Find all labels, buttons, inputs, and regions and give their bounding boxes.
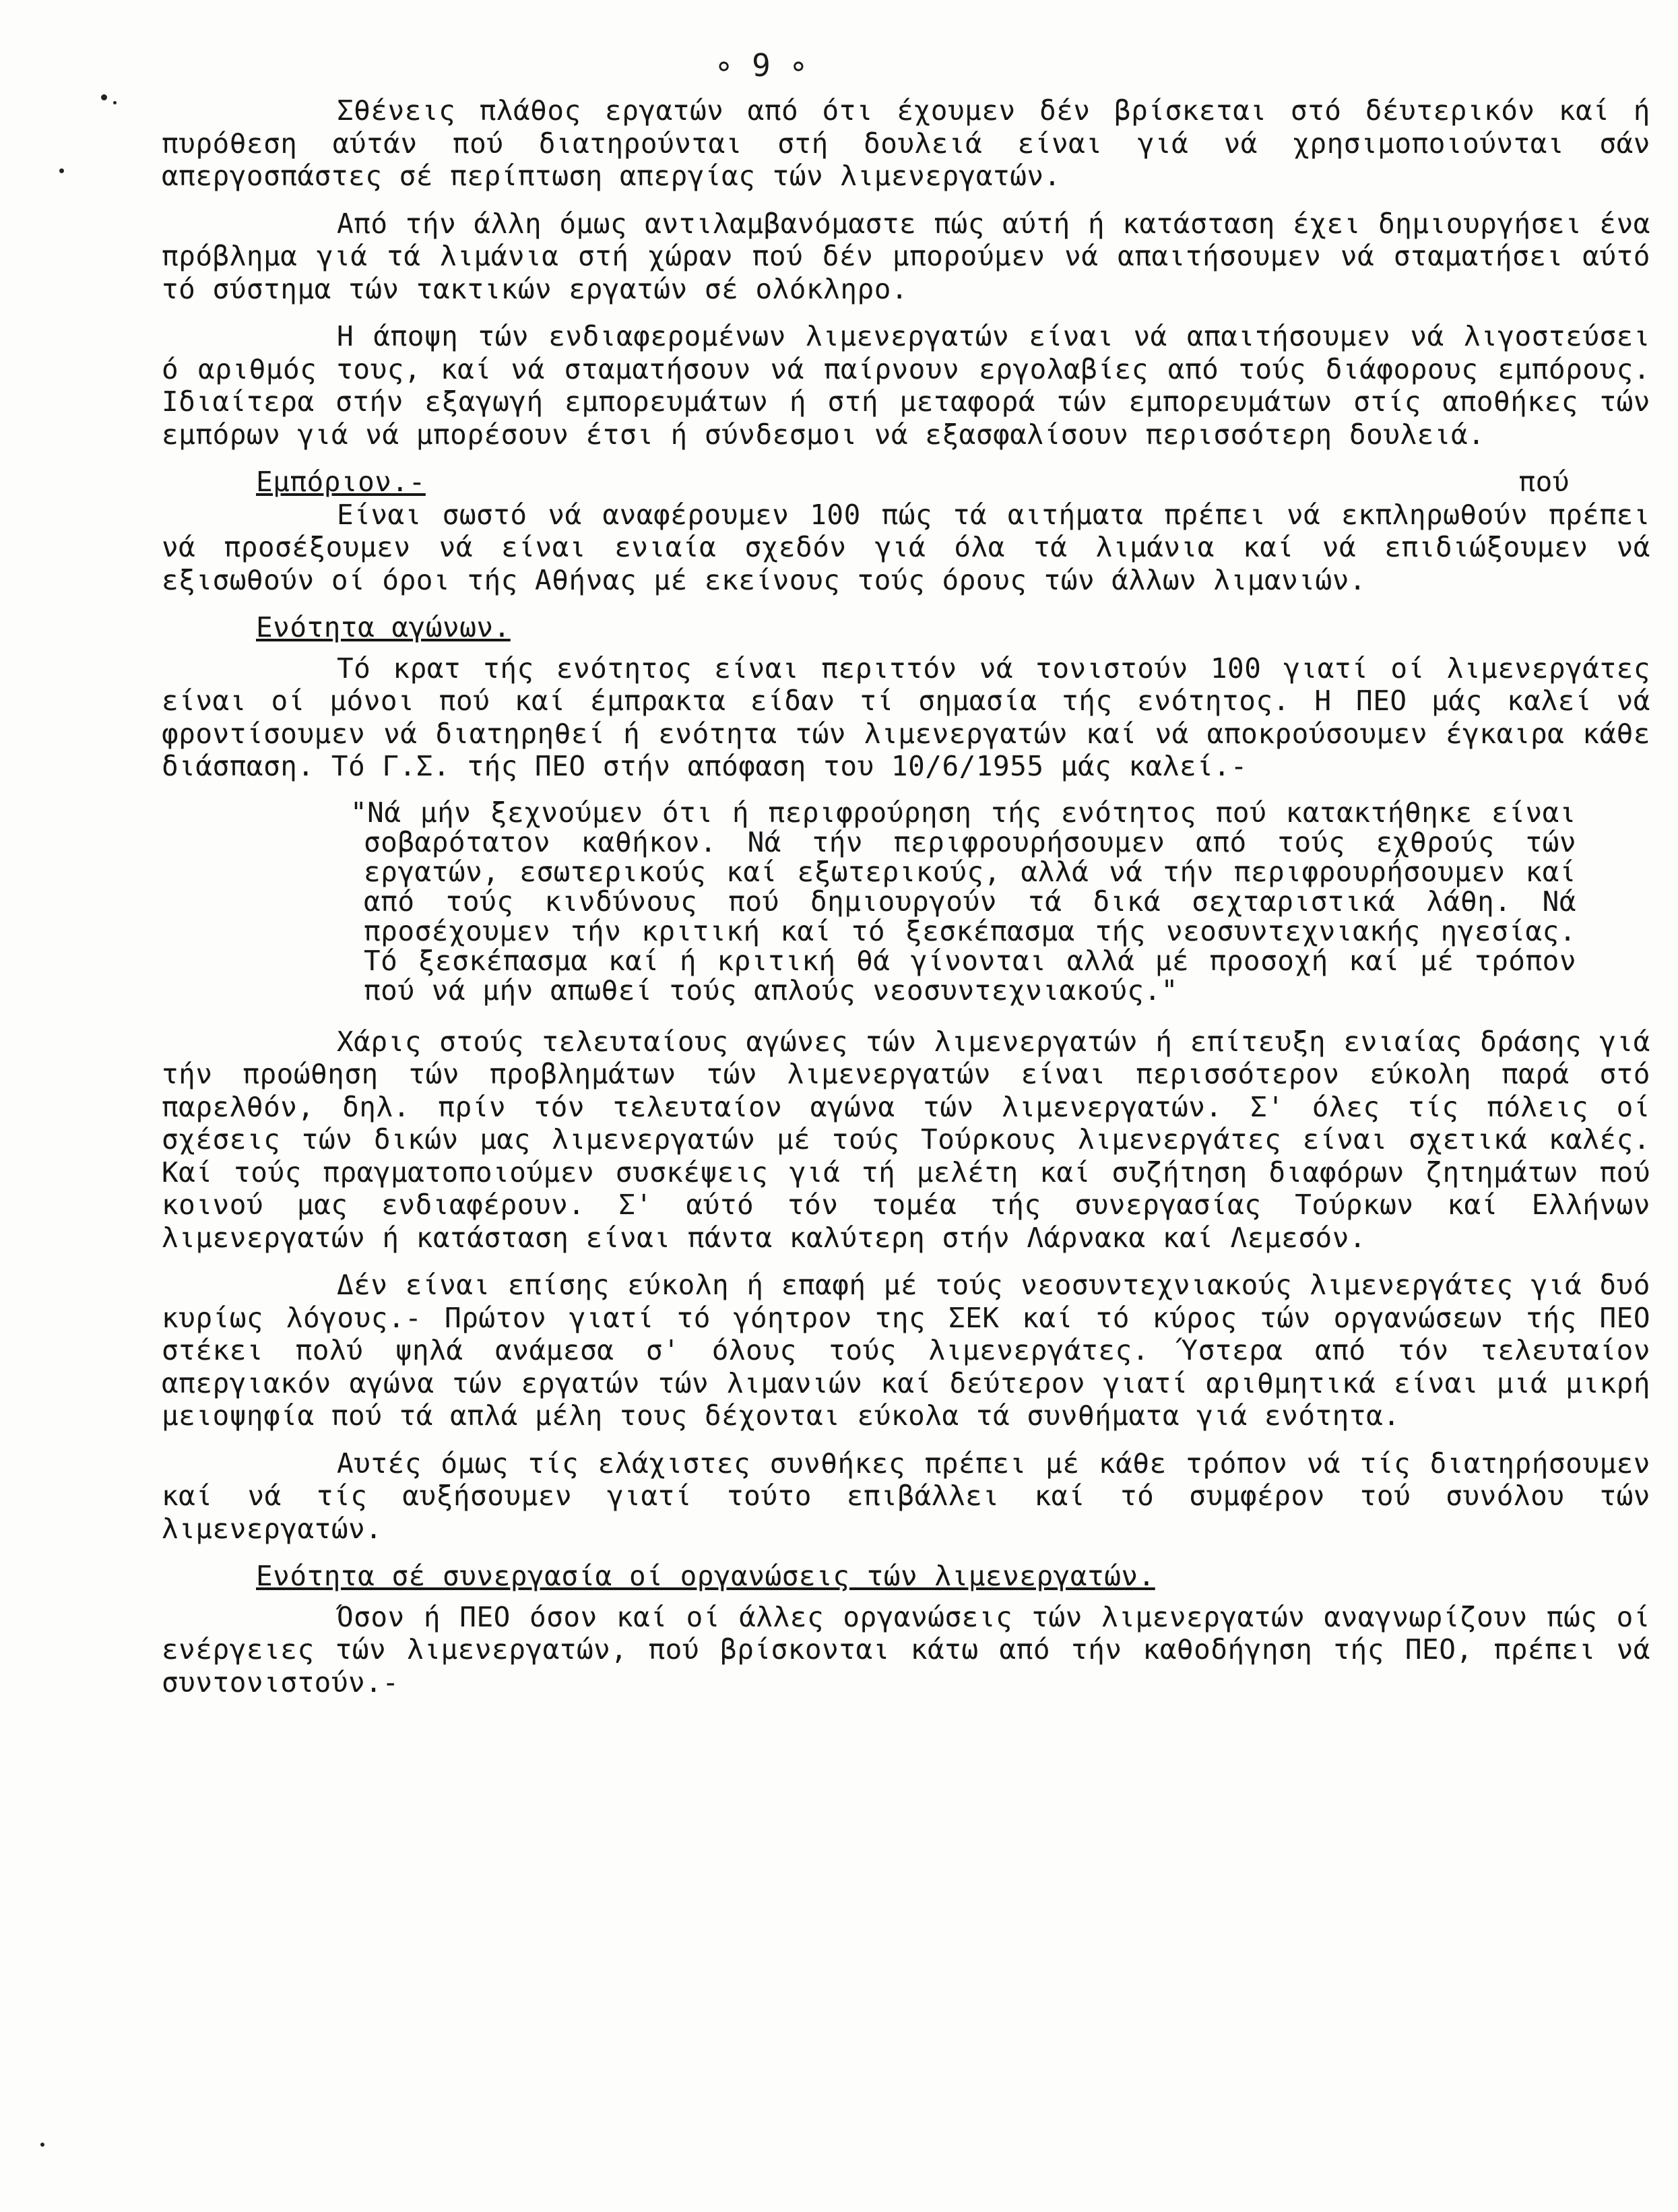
paragraph: Η άποψη τών ενδιαφερομένων λιμενεργατών είναι νά απαιτήσουμεν νά λιγοστεύσει ό αριθμός τους, καί νά σταματήσουν νά παίρνουν εργολαβίες από τούς διάφορους εμπόρους. Ιδιαίτερα στήν εξαγωγή εμπορευμάτων ή στή μεταφορά τών εμπορευμάτων στίς αποθήκες τών εμπόρων γιά νά μπορέσουν έτσι ή σύνδεσμοι νά εξασφαλίσουν περισσότερη δουλειά.	[162, 320, 1650, 451]
paragraph: Από τήν άλλη όμως αντιλαμβανόμαστε πώς αύτή ή κατάσταση έχει δημιουργήσει ένα πρόβλημα γιά τά λιμάνια στή χώραν πού δέν μπορούμεν νά απαιτήσουμεν νά σταματήσει αύτό τό σύστημα τών τακτικών εργατών σέ ολόκληρο.	[162, 207, 1650, 305]
page-number: ∘ 9 ∘	[714, 47, 808, 84]
paragraph: Σθένεις πλάθος εργατών από ότι έχουμεν δέν βρίσκεται στό δέυτερικόν καί ή πυρόθεση αύτάν πού διατηρούνται στή δουλειά είναι γιά νά χρησιμοποιούνται σάν απεργοσπάστες σέ περίπτωση απεργίας τών λιμενεργατών.	[162, 94, 1650, 192]
section-heading: Ενότητα σέ συνεργασία οί οργανώσεις τών λιμενεργατών.	[256, 1560, 1155, 1592]
paragraph: Τό κρατ τής ενότητος είναι περιττόν νά τονιστούν 100 γιατί οί λιμενεργάτες είναι οί μόνοι πού καί έμπρακτα είδαν τί σημασία τής ενότητος. Η ΠΕΟ μάς καλεί νά φροντίσουμεν νά διατηρηθεί ή ενότητα τών λιμενεργατών καί νά αποκρούσουμεν έγκαιρα κάθε διάσπαση. Τό Γ.Σ. τής ΠΕΟ στήν απόφαση του 10/6/1955 μάς καλεί.-	[162, 652, 1650, 782]
margin-speck	[101, 94, 107, 100]
block-quote	[350, 796, 1576, 1007]
margin-word: πού	[1518, 466, 1570, 498]
section-heading: Ενότητα αγώνων.	[256, 611, 511, 643]
paragraph: Χάρις στούς τελευταίους αγώνες τών λιμενεργατών ή επίτευξη ενιαίας δράσης γιά τήν προώθηση τών προβλημάτων τών λιμενεργατών είναι περισσότερον εύκολη παρά στό παρελθόν, δηλ. πρίν τόν τελευταίον αγώνα τών λιμενεργατών. Σ' όλες τίς πόλεις οί σχέσεις τών δικών μας λιμενεργατών μέ τούς Τούρκους λιμενεργάτες είναι σχετικά καλές. Καί τούς πραγματοποιούμεν συσκέψεις γιά τή μελέτη καί συζήτηση διαφόρων ζητημάτων πού κοινού μας ενδιαφέρουν. Σ' αύτό τόν τομέα τής συνεργασίας Τούρκων καί Ελλήνων λιμενεργατών ή κατάσταση είναι πάντα καλύτερη στήν Λάρνακα καί Λεμεσόν.	[162, 1025, 1650, 1254]
margin-speck	[59, 168, 64, 173]
paragraph: Αυτές όμως τίς ελάχιστες συνθήκες πρέπει μέ κάθε τρόπον νά τίς διατηρήσουμεν καί νά τίς αυξήσουμεν γιατί τούτο επιβάλλει καί τό συμφέρον τού συνόλου τών λιμενεργατών.	[162, 1447, 1650, 1545]
paragraph: Όσον ή ΠΕΟ όσον καί οί άλλες οργανώσεις τών λιμενεργατών αναγνωρίζουν πώς οί ενέργειες τών λιμενεργατών, πού βρίσκονται κάτω από τήν καθοδήγηση τής ΠΕΟ, πρέπει νά συντονιστούν.-	[162, 1600, 1650, 1699]
section-heading: Εμπόριον.-	[256, 466, 426, 498]
margin-speck	[113, 101, 117, 104]
section-heading-row	[162, 466, 1650, 499]
typed-text-body	[162, 94, 1650, 1713]
paragraph: Είναι σωστό νά αναφέρουμεν 100 πώς τά αιτήματα πρέπει νά εκπληρωθούν πρέπει νά προσέξουμεν νά είναι ενιαία σχεδόν γιά όλα τά λιμάνια καί νά επιδιώξουμεν νά εξισωθούν οί όροι τής Αθήνας μέ εκείνους τούς όρους τών άλλων λιμανιών.	[162, 498, 1650, 596]
quote-text: "Νά μήν ξεχνούμεν ότι ή περιφρούρηση τής ενότητος πού κατακτήθηκε είναι σοβαρότατον καθήκον. Νά τήν περιφρουρήσουμεν από τούς εχθρούς τών εργατών, εσωτερικούς καί εξωτερικούς, αλλά νά τήν περιφρουρήσουμεν καί από τούς κινδύνους πού δημιουργούν τά δικά σεχταριστικά λάθη. Νά προσέχουμεν τήν κριτική καί τό ξεσκέπασμα τής νεοσυντεχνιακής ηγεσίας. Τό ξεσκέπασμα καί ή κριτική θά γίνονται αλλά μέ προσοχή καί μέ τρόπον πού νά μήν απωθεί τούς απλούς νεοσυντεχνιακούς."	[350, 796, 1576, 1007]
paragraph: Δέν είναι επίσης εύκολη ή επαφή μέ τούς νεοσυντεχνιακούς λιμενεργάτες γιά δυό κυρίως λόγους.- Πρώτον γιατί τό γόητρον της ΣΕΚ καί τό κύρος τών οργανώσεων τής ΠΕΟ στέκει πολύ ψηλά ανάμεσα σ' όλους τούς λιμενεργάτες. Ύστερα από τόν τελευταίον απεργιακόν αγώνα τών εργατών τών λιμανιών καί δεύτερον γιατί αριθμητικά είναι μιά μικρή μειοψηφία πού τά απλά μέλη τους δέχονται εύκολα τά συνθήματα γιά ενότητα.	[162, 1269, 1650, 1432]
margin-speck	[40, 2143, 44, 2147]
